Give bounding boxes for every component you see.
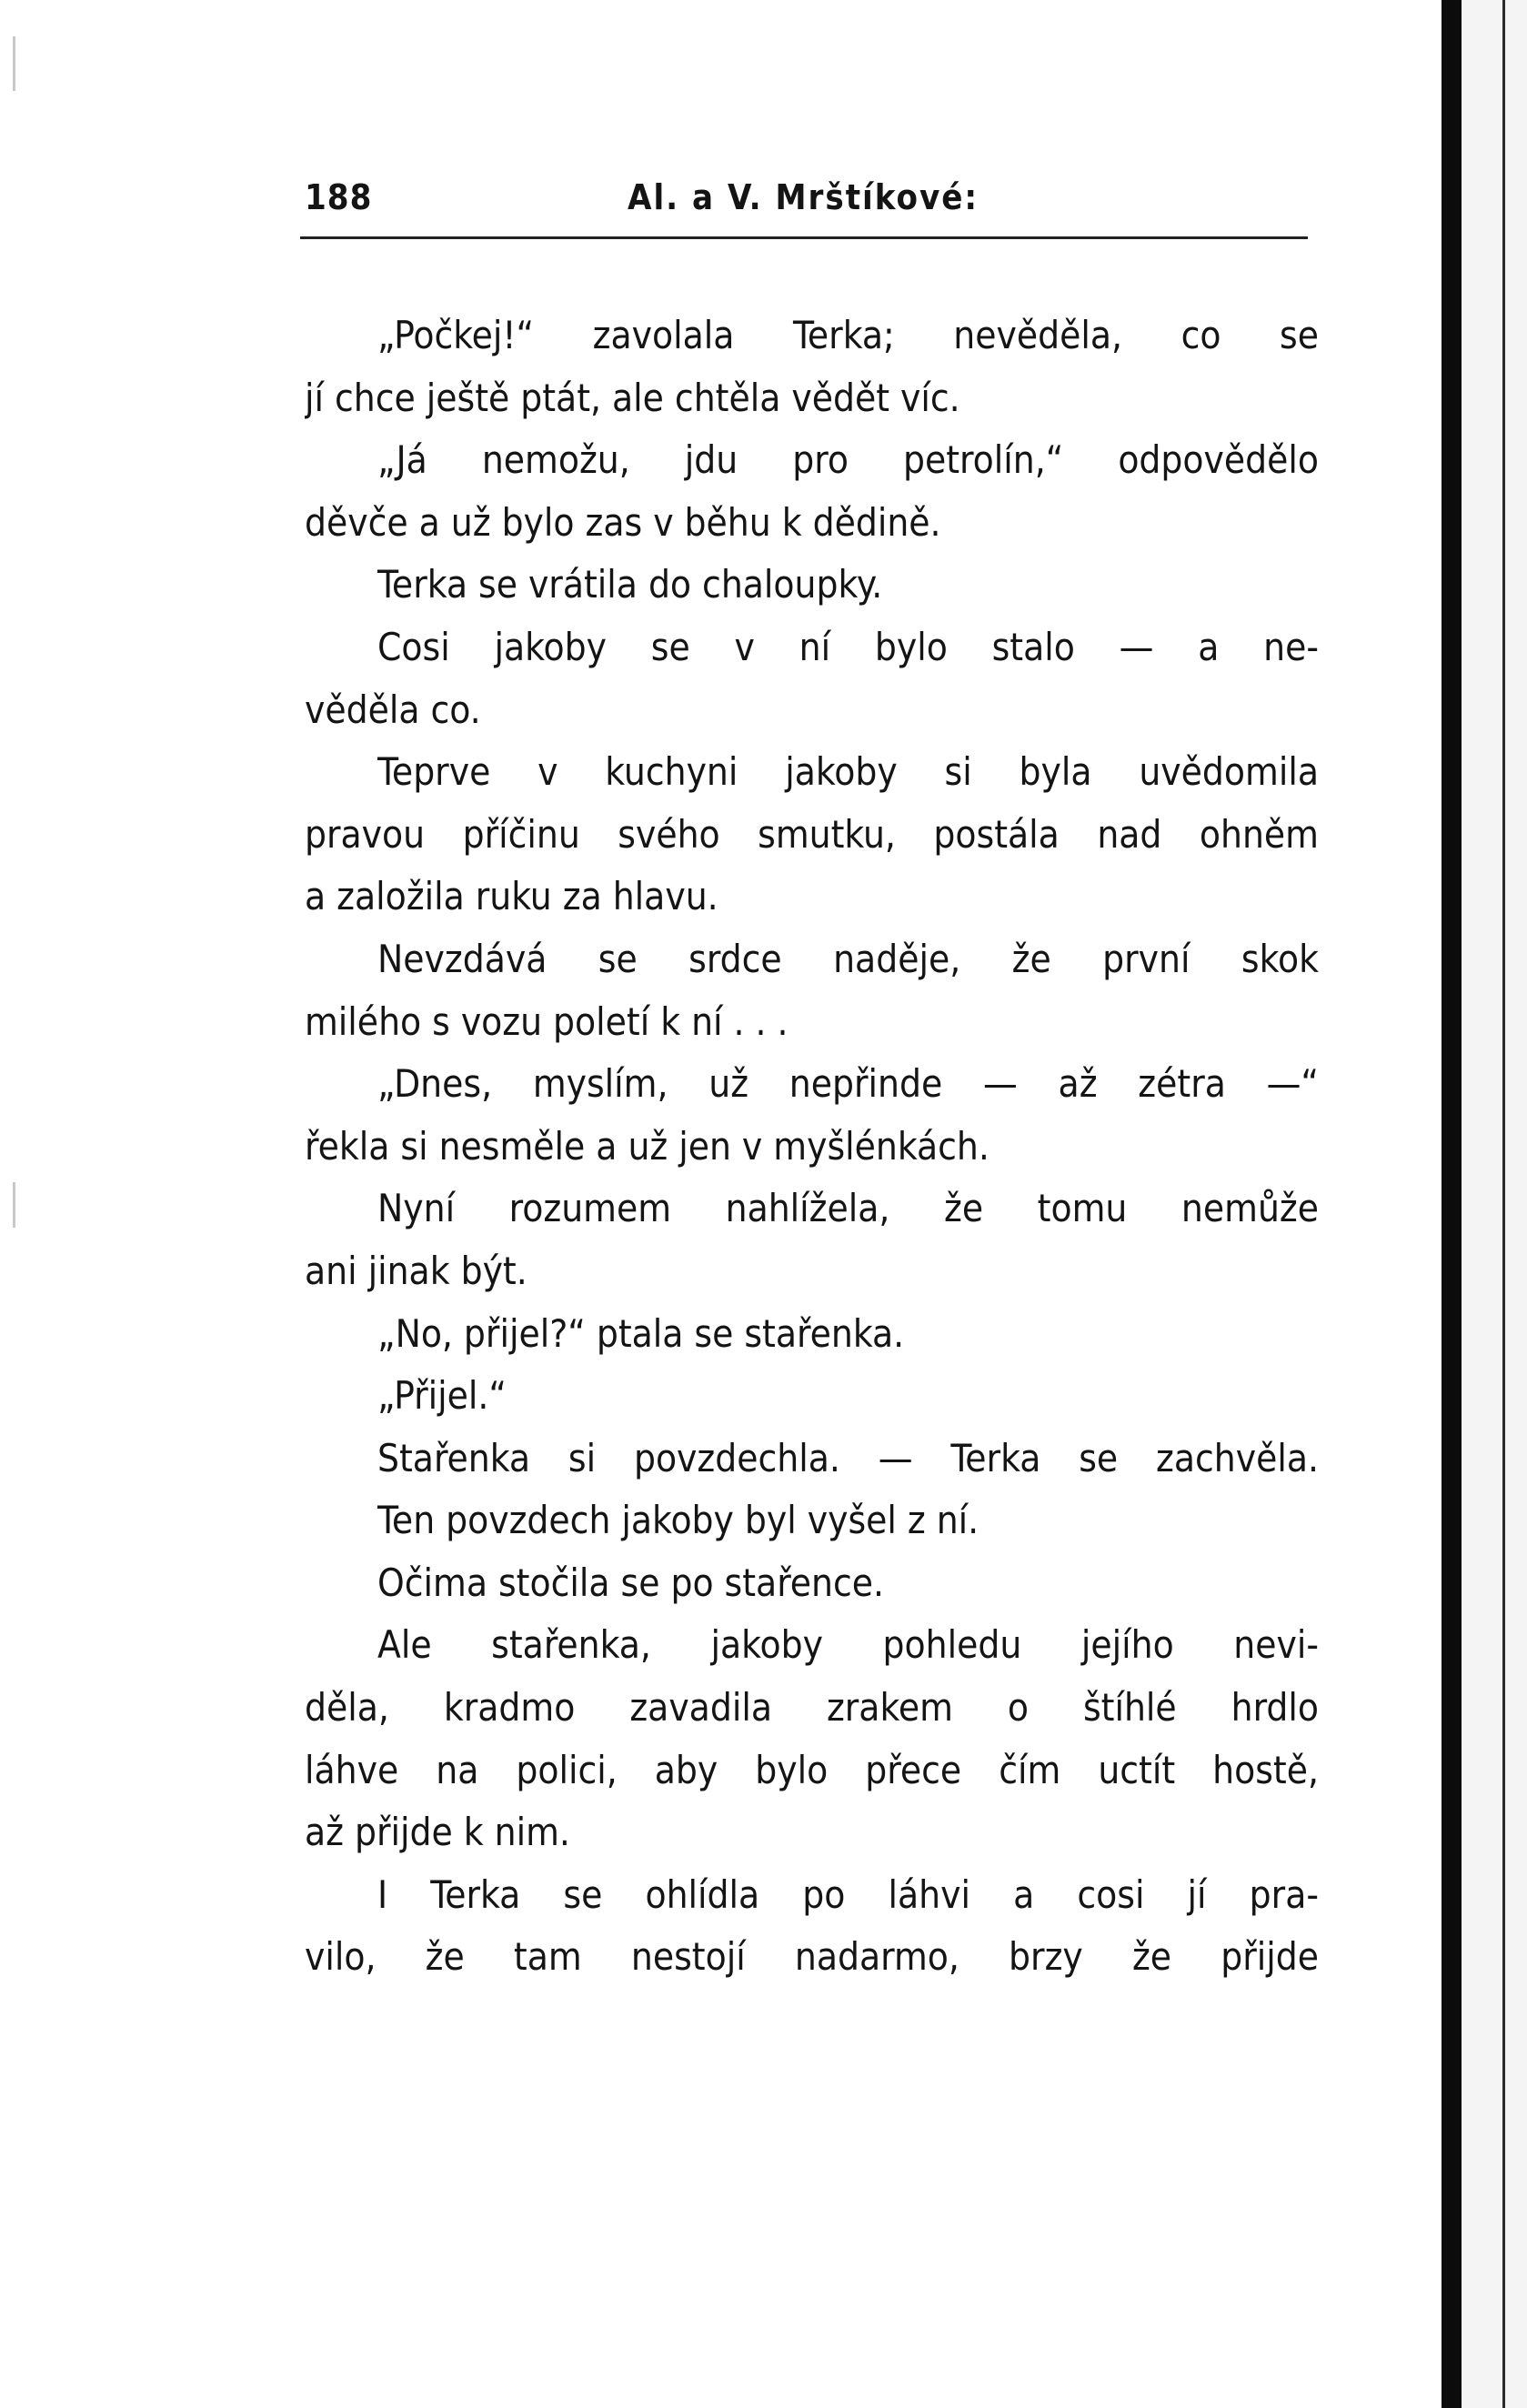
text-line: I Terka se ohlídla po láhvi a cosi jí pra- (377, 1871, 1319, 1917)
text-line: Očima stočila se po stařence. (377, 1560, 885, 1605)
header-rule (300, 236, 1308, 239)
text-line: děla, kradmo zavadila zrakem o štíhlé hrdlo (305, 1685, 1319, 1731)
text-line: „Dnes, myslím, už nepřinde — až zétra —“ (377, 1061, 1319, 1107)
text-line: láhve na polici, aby bylo přece čím uctít hostě, (305, 1747, 1319, 1792)
text-line: děvče a už bylo zas v běhu k dědině. (305, 499, 941, 545)
text-line: až přijde k nim. (305, 1810, 570, 1855)
text-line: věděla co. (305, 687, 481, 732)
text-line: Ale stařenka, jakoby pohledu jejího nevi- (377, 1622, 1319, 1668)
text-line: a založila ruku za hlavu. (305, 874, 718, 919)
text-line: Terka se vrátila do chaloupky. (377, 562, 883, 607)
text-line: Nevzdává se srdce naděje, že první skok (377, 936, 1319, 981)
text-line: „No, přijel?“ ptala se stařenka. (377, 1310, 905, 1356)
text-line: Nyní rozumem nahlížela, že tomu nemůže (377, 1186, 1319, 1231)
binding-edge (1442, 0, 1462, 2408)
text-line: Teprve v kuchyni jakoby si byla uvědomila (377, 749, 1319, 795)
running-head (305, 177, 1314, 232)
text-line: „Přijel.“ (377, 1373, 507, 1419)
page-number: 188 (305, 177, 373, 217)
text-line: Stařenka si povzdechla. — Terka se zachvěla. (377, 1435, 1319, 1480)
text-line: vilo, že tam nestojí nadarmo, brzy že přijde (305, 1934, 1319, 1980)
text-line: „Počkej!“ zavolala Terka; nevěděla, co se (377, 313, 1319, 357)
text-line: Ten povzdech jakoby byl vyšel z ní. (377, 1498, 979, 1543)
text-line: ani jinak být. (305, 1248, 527, 1293)
page-margin-right (1462, 0, 1527, 2408)
scan-mark (13, 36, 15, 91)
text-line: řekla si nesměle a už jen v myšlénkách. (305, 1123, 990, 1169)
text-line: pravou příčinu svého smutku, postála nad ohněm (305, 811, 1319, 857)
text-line: jí chce ještě ptát, ale chtěla vědět víc. (305, 375, 960, 420)
text-line: Cosi jakoby se v ní bylo stalo — a ne- (377, 624, 1319, 669)
body-text (305, 305, 1319, 1989)
scan-mark (13, 1182, 15, 1228)
running-title: Al. a V. Mrštíkové: (628, 177, 979, 217)
text-line: milého s vozu poletí k ní . . . (305, 998, 789, 1044)
binding-line (1502, 0, 1505, 2408)
text-line: „Já nemožu, jdu pro petrolín,“ odpovědělo (377, 437, 1319, 483)
